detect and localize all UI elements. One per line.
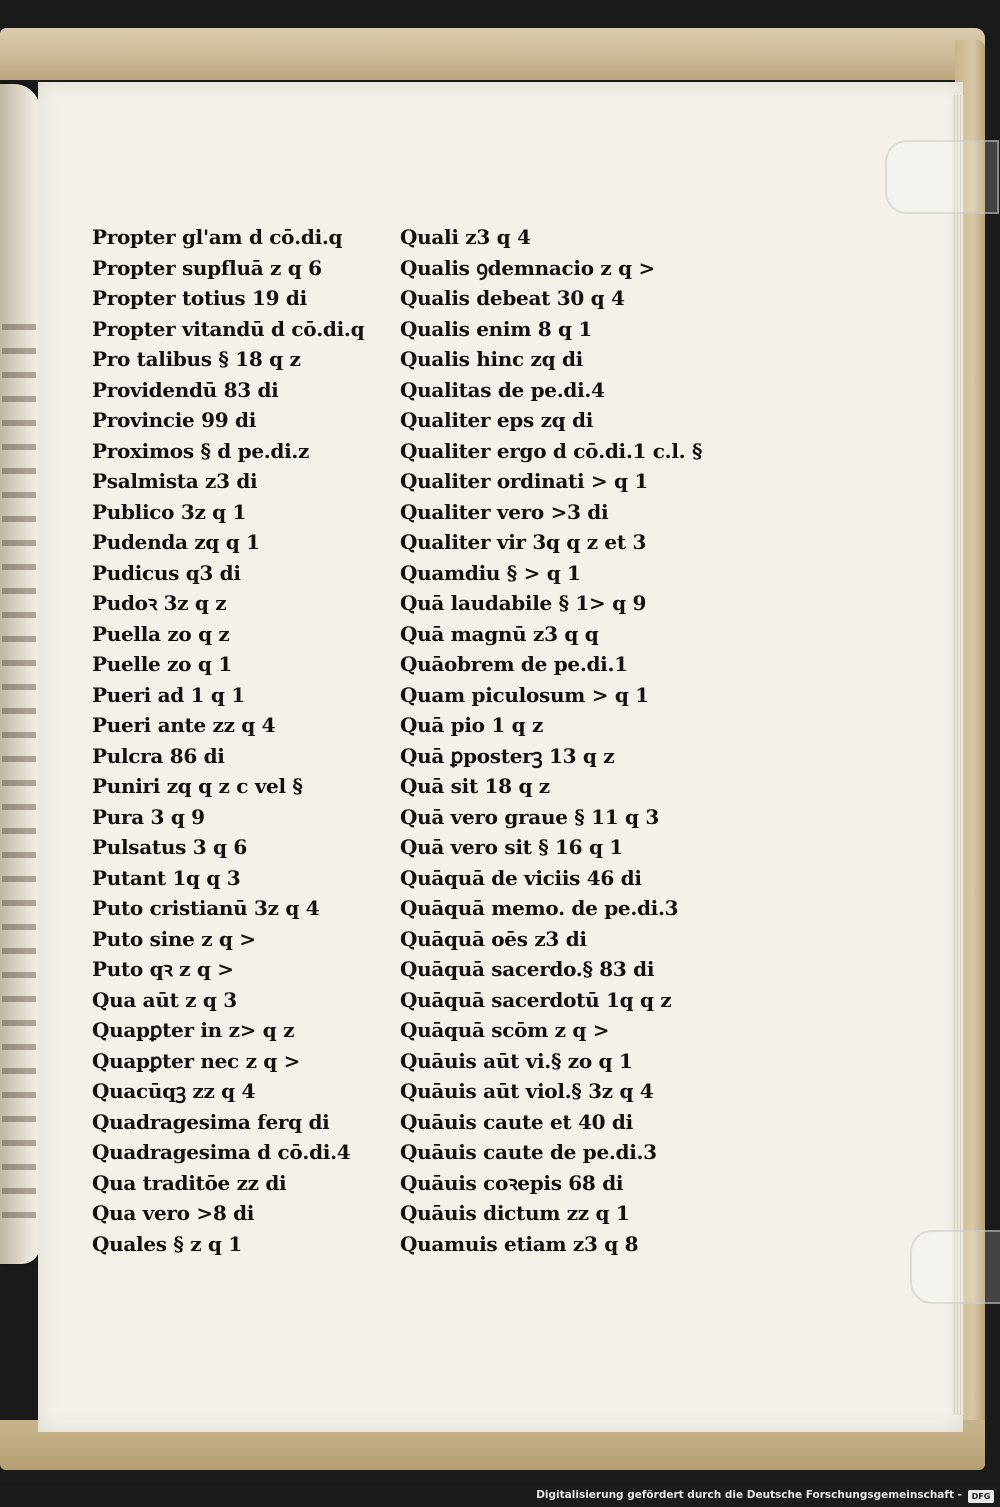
index-entry: Qualiter eps zq di (400, 408, 593, 432)
index-entry: Qualitas de pe.di.4 (400, 377, 605, 402)
index-entry: Pueri ad 1 q 1 (92, 682, 245, 707)
index-entry: Quāquā memo. de pe.di.3 (400, 896, 679, 920)
index-entry: Quāuis dictum zz q 1 (400, 1201, 630, 1225)
index-column-left (92, 222, 402, 1259)
index-entry: Quam piculosum > q 1 (400, 682, 649, 707)
index-entry: Quamuis etiam z3 q 8 (400, 1231, 639, 1256)
index-entry: Qualiter vir 3q q z et 3 (400, 530, 647, 554)
index-entry: Pudenda zq q 1 (92, 530, 260, 554)
index-entry: Puella zo q z (92, 621, 230, 646)
index-entry: Pudicus q3 di (92, 560, 241, 585)
index-column-right (400, 222, 720, 1259)
index-entry: Quadragesima d cō.di.4 (92, 1140, 351, 1164)
facing-page-text-fragment (2, 324, 36, 1224)
index-entry: Quāuis caute et 40 di (400, 1109, 633, 1134)
index-entry: Quapꝑter nec z q > (92, 1048, 301, 1073)
index-entry: Putant 1q q 3 (92, 865, 241, 890)
index-entry: Quāquā scōm z q > (400, 1018, 610, 1042)
index-entry: Qua vero >8 di (92, 1201, 255, 1225)
index-entry: Pulcra 86 di (92, 743, 225, 768)
index-entry: Quales § z q 1 (92, 1231, 242, 1256)
index-entry: Puniri zq q z c vel § (92, 774, 303, 798)
index-entry: Quā vero sit § 16 q 1 (400, 835, 623, 859)
index-entry: Qualis hinc zq di (400, 347, 583, 371)
index-entry: Quāuis aūt vi.§ zo q 1 (400, 1048, 633, 1073)
index-entry: Pueri ante zz q 4 (92, 713, 276, 737)
binding-board-top (0, 28, 985, 80)
index-entry: Propter gl'am d cō.di.q (92, 225, 343, 249)
index-entry: Puto qꝛ z q > (92, 957, 234, 981)
page-holder-clip-top (885, 140, 999, 214)
index-entry: Puto cristianū 3z q 4 (92, 896, 320, 920)
index-entry: Quamdiu § > q 1 (400, 560, 581, 585)
index-entry: Qualiter ordinati > q 1 (400, 469, 649, 493)
index-entry: Quāuis aūt viol.§ 3z q 4 (400, 1079, 654, 1103)
index-entry: Quā vero graue § 11 q 3 (400, 804, 659, 829)
index-entry: Quā magnū z3 q q (400, 621, 599, 646)
index-entry: Quā sit 18 q z (400, 774, 550, 798)
footer-bar (0, 1486, 1000, 1507)
index-entry: Quā ꝑposterꝫ 13 q z (400, 743, 615, 768)
funding-credit: Digitalisierung gefördert durch die Deutsche Forschungsgemeinschaft - (536, 1489, 962, 1501)
page-block-edge (952, 95, 964, 1415)
index-entry: Quā laudabile § 1> q 9 (400, 591, 647, 615)
index-entry: Puelle zo q 1 (92, 652, 232, 676)
facing-page-edge (0, 84, 40, 1264)
index-entry: Quāuis caute de pe.di.3 (400, 1140, 657, 1164)
index-entry: Pro talibus § 18 q z (92, 347, 301, 371)
index-entry: Quadragesima ferq di (92, 1109, 330, 1134)
index-entry: Pulsatus 3 q 6 (92, 835, 247, 859)
index-entry: Qualiter vero >3 di (400, 499, 609, 524)
index-entry: Psalmista z3 di (92, 469, 258, 493)
index-entry: Quā pio 1 q z (400, 713, 544, 737)
index-entry: Providendū 83 di (92, 377, 279, 402)
index-entry: Quāuis coꝛepis 68 di (400, 1170, 624, 1195)
index-entry: Quāquā oēs z3 di (400, 926, 587, 951)
index-entry: Qualis enim 8 q 1 (400, 316, 592, 341)
index-entry: Qua traditōe zz di (92, 1170, 287, 1195)
index-entry: Qualiter ergo d cō.di.1 c.l. § (400, 438, 703, 463)
index-entry: Quāquā de viciis 46 di (400, 865, 642, 890)
index-entry: Quāobrem de pe.di.1 (400, 652, 628, 676)
index-entry: Quali z3 q 4 (400, 225, 531, 249)
dfg-logo-icon: DFG (968, 1490, 994, 1503)
index-entry: Qualis ꝯdemnacio z q > (400, 255, 655, 280)
index-entry: Proximos § d pe.di.z (92, 438, 310, 463)
index-entry: Propter vitandū d cō.di.q (92, 316, 365, 341)
index-entry: Qualis debeat 30 q 4 (400, 286, 625, 310)
index-entry: Quacūqꝫ zz q 4 (92, 1079, 256, 1103)
index-entry: Propter supfluā z q 6 (92, 255, 322, 280)
index-entry: Quāquā sacerdotū 1q q z (400, 987, 672, 1012)
index-entry: Quapꝑter in z> q z (92, 1018, 295, 1042)
page-holder-clip-bottom (910, 1230, 1000, 1304)
index-entry: Publico 3z q 1 (92, 499, 247, 524)
index-entry: Pura 3 q 9 (92, 804, 205, 829)
index-entry: Quāquā sacerdo.§ 83 di (400, 957, 655, 981)
index-entry: Propter totius 19 di (92, 286, 307, 310)
index-entry: Puto sine z q > (92, 926, 256, 951)
index-entry: Pudoꝛ 3z q z (92, 591, 227, 615)
index-entry: Qua aūt z q 3 (92, 987, 237, 1012)
index-entry: Provincie 99 di (92, 408, 257, 432)
